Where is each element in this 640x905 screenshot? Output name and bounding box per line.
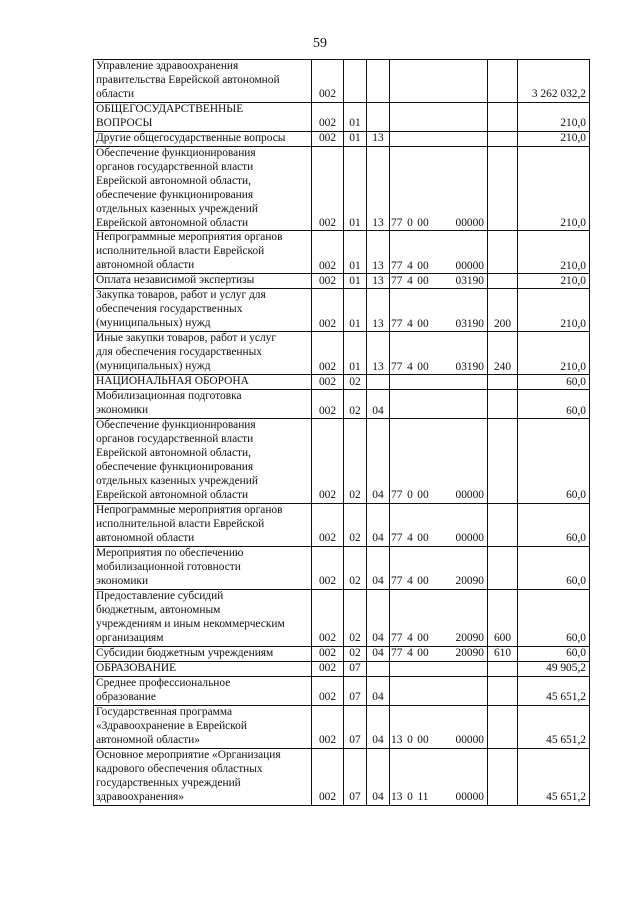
cell-section: 07 — [344, 748, 367, 805]
cell-grbs: 002 — [312, 503, 344, 546]
cell-target-article — [390, 419, 488, 503]
target-article-part: 77 — [391, 631, 403, 644]
cell-subsection: 13 — [367, 231, 390, 274]
table-row — [94, 231, 590, 274]
cell-grbs: 002 — [312, 231, 344, 274]
cell-item-name — [94, 103, 312, 132]
cell-item-name — [94, 390, 312, 419]
target-article-part: 00 — [417, 216, 429, 229]
item-name-text: Закупка товаров, работ и услуг для обеспечения государственных (муниципальных) нужд — [96, 289, 266, 330]
cell-grbs: 002 — [312, 60, 344, 103]
table-row — [94, 60, 590, 103]
table-row — [94, 132, 590, 147]
cell-subsection: 04 — [367, 419, 390, 503]
cell-expense-type — [488, 103, 518, 132]
cell-subsection: 04 — [367, 503, 390, 546]
cell-expense-type: 200 — [488, 289, 518, 332]
target-article-code — [391, 575, 486, 589]
cell-expense-type — [488, 60, 518, 103]
target-article-part: 20090 — [455, 574, 484, 587]
cell-expense-type — [488, 546, 518, 589]
cell-expense-type — [488, 231, 518, 274]
table-row — [94, 646, 590, 661]
target-article-part: 77 — [391, 488, 403, 501]
budget-table — [93, 59, 590, 806]
cell-subsection: 13 — [367, 289, 390, 332]
target-article-part: 4 — [407, 274, 413, 287]
item-name-text: ОБЩЕГОСУДАРСТВЕННЫЕ ВОПРОСЫ — [96, 103, 244, 129]
cell-item-name — [94, 589, 312, 646]
target-article-part: 00 — [417, 360, 429, 373]
cell-section: 01 — [344, 147, 367, 231]
cell-expense-type: 600 — [488, 589, 518, 646]
cell-expense-type — [488, 748, 518, 805]
target-article-part: 00000 — [455, 733, 484, 746]
cell-subsection: 13 — [367, 274, 390, 289]
target-article-part: 77 — [391, 216, 403, 229]
cell-item-name — [94, 60, 312, 103]
cell-target-article — [390, 646, 488, 661]
target-article-code — [391, 632, 486, 646]
target-article-part: 00000 — [455, 259, 484, 272]
cell-subsection: 04 — [367, 546, 390, 589]
cell-grbs: 002 — [312, 546, 344, 589]
cell-grbs: 002 — [312, 419, 344, 503]
target-article-code — [391, 275, 486, 289]
target-article-part: 0 — [407, 733, 413, 746]
cell-grbs: 002 — [312, 748, 344, 805]
cell-expense-type: 610 — [488, 646, 518, 661]
table-row — [94, 661, 590, 676]
cell-expense-type — [488, 390, 518, 419]
cell-item-name — [94, 748, 312, 805]
cell-item-name — [94, 375, 312, 390]
target-article-part: 00 — [417, 317, 429, 330]
cell-target-article — [390, 132, 488, 147]
target-article-part: 00 — [417, 274, 429, 287]
cell-target-article — [390, 60, 488, 103]
item-name-text: Обеспечение функционирования органов государственной власти Еврейской автономной области, обеспечение функционирования отдельных казенных учреждений Еврейской автономной области — [96, 419, 258, 501]
cell-subsection: 04 — [367, 676, 390, 705]
cell-amount: 210,0 — [518, 332, 590, 375]
cell-section — [344, 60, 367, 103]
cell-target-article — [390, 289, 488, 332]
cell-section: 02 — [344, 419, 367, 503]
cell-subsection: 04 — [367, 390, 390, 419]
cell-item-name — [94, 503, 312, 546]
cell-item-name — [94, 661, 312, 676]
cell-expense-type — [488, 375, 518, 390]
item-name-text: Предоставление субсидий бюджетным, автономным учреждениям и иным некоммерческим организациям — [96, 589, 285, 644]
cell-expense-type — [488, 147, 518, 231]
cell-amount: 60,0 — [518, 503, 590, 546]
target-article-part: 00 — [417, 631, 429, 644]
cell-section: 02 — [344, 390, 367, 419]
target-article-part: 00 — [417, 259, 429, 272]
cell-expense-type — [488, 132, 518, 147]
cell-grbs: 002 — [312, 375, 344, 390]
target-article-part: 00000 — [455, 488, 484, 501]
target-article-part: 4 — [407, 259, 413, 272]
target-article-part: 00 — [417, 531, 429, 544]
cell-amount: 60,0 — [518, 390, 590, 419]
cell-grbs: 002 — [312, 289, 344, 332]
cell-amount: 60,0 — [518, 546, 590, 589]
table-row — [94, 589, 590, 646]
cell-target-article — [390, 546, 488, 589]
target-article-part: 00 — [417, 646, 429, 659]
cell-amount: 210,0 — [518, 231, 590, 274]
item-name-text: ОБРАЗОВАНИЕ — [96, 661, 177, 674]
table-body — [94, 60, 590, 806]
table-row — [94, 147, 590, 231]
cell-target-article — [390, 390, 488, 419]
item-name-text: Государственная программа «Здравоохранение в Еврейской автономной области» — [96, 705, 247, 746]
cell-target-article — [390, 147, 488, 231]
cell-section: 02 — [344, 589, 367, 646]
target-article-code — [391, 318, 486, 332]
target-article-part: 77 — [391, 531, 403, 544]
cell-subsection — [367, 103, 390, 132]
item-name-text: Другие общегосударственные вопросы — [96, 132, 286, 144]
table-row — [94, 332, 590, 375]
cell-expense-type: 240 — [488, 332, 518, 375]
cell-amount: 45 651,2 — [518, 676, 590, 705]
cell-item-name — [94, 332, 312, 375]
cell-expense-type — [488, 274, 518, 289]
table-row — [94, 705, 590, 748]
target-article-part: 77 — [391, 317, 403, 330]
cell-expense-type — [488, 419, 518, 503]
cell-expense-type — [488, 503, 518, 546]
cell-item-name — [94, 147, 312, 231]
cell-target-article — [390, 274, 488, 289]
cell-item-name — [94, 419, 312, 503]
cell-target-article — [390, 676, 488, 705]
table-row — [94, 103, 590, 132]
cell-target-article — [390, 589, 488, 646]
cell-subsection — [367, 60, 390, 103]
cell-item-name — [94, 676, 312, 705]
table-row — [94, 274, 590, 289]
cell-amount: 210,0 — [518, 274, 590, 289]
cell-subsection — [367, 375, 390, 390]
cell-grbs: 002 — [312, 646, 344, 661]
item-name-text: Обеспечение функционирования органов государственной власти Еврейской автономной области, обеспечение функционирования отдельных казенных учреждений Еврейской автономной области — [96, 147, 258, 229]
cell-item-name — [94, 132, 312, 147]
cell-subsection: 04 — [367, 589, 390, 646]
target-article-part: 20090 — [455, 631, 484, 644]
target-article-part: 77 — [391, 646, 403, 659]
target-article-part: 13 — [391, 790, 403, 803]
target-article-part: 13 — [391, 733, 403, 746]
cell-expense-type — [488, 661, 518, 676]
cell-item-name — [94, 546, 312, 589]
cell-grbs: 002 — [312, 274, 344, 289]
cell-target-article — [390, 503, 488, 546]
item-name-text: Субсидии бюджетным учреждениям — [96, 646, 274, 659]
target-article-part: 0 — [407, 790, 413, 803]
cell-amount: 210,0 — [518, 147, 590, 231]
target-article-code — [391, 260, 486, 274]
cell-section: 01 — [344, 274, 367, 289]
target-article-code — [391, 734, 486, 748]
cell-expense-type — [488, 705, 518, 748]
cell-target-article — [390, 705, 488, 748]
item-name-text: Непрограммные мероприятия органов исполнительной власти Еврейской автономной области — [96, 231, 283, 272]
cell-amount: 210,0 — [518, 289, 590, 332]
table-row — [94, 390, 590, 419]
item-name-text: Мероприятия по обеспечению мобилизационной готовности экономики — [96, 546, 244, 587]
cell-section: 02 — [344, 503, 367, 546]
table-row — [94, 289, 590, 332]
target-article-code — [391, 791, 486, 805]
cell-section: 02 — [344, 375, 367, 390]
cell-amount: 210,0 — [518, 103, 590, 132]
cell-section: 01 — [344, 103, 367, 132]
target-article-part: 0 — [407, 216, 413, 229]
cell-item-name — [94, 231, 312, 274]
cell-grbs: 002 — [312, 103, 344, 132]
item-name-text: Оплата независимой экспертизы — [96, 274, 255, 287]
cell-subsection: 04 — [367, 705, 390, 748]
cell-section: 01 — [344, 231, 367, 274]
target-article-part: 00000 — [455, 216, 484, 229]
cell-section: 02 — [344, 646, 367, 661]
target-article-part: 03190 — [455, 317, 484, 330]
table-row — [94, 375, 590, 390]
target-article-part: 77 — [391, 360, 403, 373]
cell-item-name — [94, 289, 312, 332]
cell-amount: 45 651,2 — [518, 705, 590, 748]
cell-subsection: 04 — [367, 646, 390, 661]
cell-section: 07 — [344, 705, 367, 748]
cell-amount: 45 651,2 — [518, 748, 590, 805]
target-article-code — [391, 532, 486, 546]
target-article-part: 00 — [417, 733, 429, 746]
target-article-part: 4 — [407, 646, 413, 659]
target-article-code — [391, 489, 486, 503]
cell-grbs: 002 — [312, 705, 344, 748]
page-number: 59 — [313, 36, 327, 51]
cell-target-article — [390, 103, 488, 132]
cell-target-article — [390, 748, 488, 805]
table-row — [94, 748, 590, 805]
item-name-text: Мобилизационная подготовка экономики — [96, 390, 242, 417]
cell-amount: 210,0 — [518, 132, 590, 147]
cell-grbs: 002 — [312, 147, 344, 231]
cell-amount: 60,0 — [518, 646, 590, 661]
cell-target-article — [390, 661, 488, 676]
target-article-part: 00000 — [455, 790, 484, 803]
target-article-part: 77 — [391, 274, 403, 287]
table-row — [94, 419, 590, 503]
target-article-part: 4 — [407, 574, 413, 587]
target-article-part: 0 — [407, 488, 413, 501]
target-article-part: 00000 — [455, 531, 484, 544]
target-article-part: 00 — [417, 574, 429, 587]
item-name-text: Непрограммные мероприятия органов исполнительной власти Еврейской автономной области — [96, 503, 283, 544]
cell-section: 01 — [344, 132, 367, 147]
cell-grbs: 002 — [312, 589, 344, 646]
target-article-code — [391, 217, 486, 231]
target-article-part: 03190 — [455, 274, 484, 287]
cell-target-article — [390, 332, 488, 375]
cell-section: 07 — [344, 661, 367, 676]
cell-subsection: 13 — [367, 132, 390, 147]
cell-amount: 3 262 032,2 — [518, 60, 590, 103]
cell-grbs: 002 — [312, 390, 344, 419]
target-article-code — [391, 647, 486, 661]
cell-section: 02 — [344, 546, 367, 589]
table-row — [94, 676, 590, 705]
cell-grbs: 002 — [312, 676, 344, 705]
item-name-text: Иные закупки товаров, работ и услуг для обеспечения государственных (муниципальных) нужд — [96, 332, 277, 373]
target-article-part: 00 — [417, 488, 429, 501]
table-row — [94, 503, 590, 546]
cell-item-name — [94, 705, 312, 748]
target-article-code — [391, 361, 486, 375]
target-article-part: 4 — [407, 631, 413, 644]
target-article-part: 77 — [391, 259, 403, 272]
cell-subsection — [367, 661, 390, 676]
cell-amount: 60,0 — [518, 419, 590, 503]
cell-grbs: 002 — [312, 661, 344, 676]
item-name-text: Основное мероприятие «Организация кадрового обеспечения областных государственных учреждений здравоохранения» — [96, 748, 281, 803]
target-article-part: 11 — [417, 790, 429, 803]
cell-section: 01 — [344, 289, 367, 332]
cell-item-name — [94, 646, 312, 661]
cell-expense-type — [488, 676, 518, 705]
target-article-part: 77 — [391, 574, 403, 587]
cell-target-article — [390, 375, 488, 390]
target-article-part: 03190 — [455, 360, 484, 373]
cell-grbs: 002 — [312, 132, 344, 147]
table-row — [94, 546, 590, 589]
cell-amount: 60,0 — [518, 375, 590, 390]
cell-subsection: 13 — [367, 147, 390, 231]
cell-grbs: 002 — [312, 332, 344, 375]
item-name-text: Среднее профессиональное образование — [96, 676, 231, 703]
cell-subsection: 04 — [367, 748, 390, 805]
cell-item-name — [94, 274, 312, 289]
target-article-part: 20090 — [455, 646, 484, 659]
cell-target-article — [390, 231, 488, 274]
target-article-part: 4 — [407, 531, 413, 544]
item-name-text: НАЦИОНАЛЬНАЯ ОБОРОНА — [96, 375, 249, 388]
item-name-text: Управление здравоохранения правительства Еврейской автономной области — [96, 60, 280, 100]
target-article-part: 4 — [407, 360, 413, 373]
cell-section: 01 — [344, 332, 367, 375]
cell-subsection: 13 — [367, 332, 390, 375]
cell-section: 07 — [344, 676, 367, 705]
target-article-part: 4 — [407, 317, 413, 330]
cell-amount: 49 905,2 — [518, 661, 590, 676]
cell-amount: 60,0 — [518, 589, 590, 646]
